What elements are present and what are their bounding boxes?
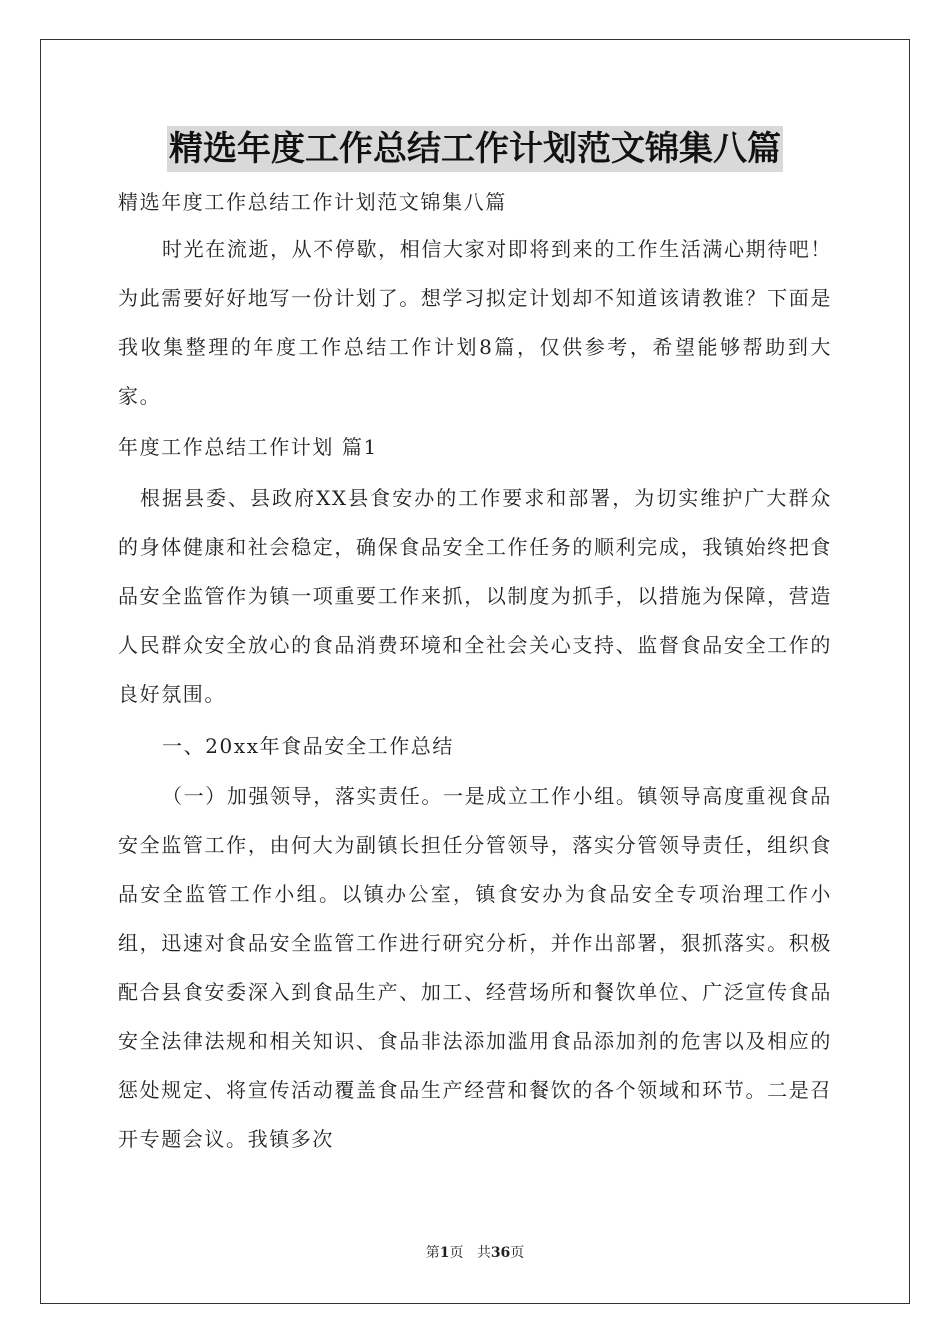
sub-heading: 一、20xx年食品安全工作总结 [162, 734, 455, 758]
page-footer [0, 1242, 950, 1262]
page-suffix: 页 [449, 1245, 464, 1261]
document-subtitle: 精选年度工作总结工作计划范文锦集八篇 [118, 190, 507, 214]
intro-paragraph: 时光在流逝，从不停歇，相信大家对即将到来的工作生活满心期待吧！为此需要好好地写一份计划了。想学习拟定计划却不知道该请教谁？下面是我收集整理的年度工作总结工作计划8篇，仅供参考，希望能够帮助到大家。 [118, 237, 832, 408]
total-prefix: 共 [476, 1245, 491, 1261]
title-container [0, 126, 950, 172]
page-current: 1 [439, 1245, 450, 1261]
detail-paragraph: （一）加强领导，落实责任。一是成立工作小组。镇领导高度重视食品安全监管工作，由何大为副镇长担任分管领导，落实分管领导责任，组织食品安全监管工作小组。以镇办公室，镇食安办为食品安全专项治理工作小组，迅速对食品安全监管工作进行研究分析，并作出部署，狠抓落实。积极配合县食安委深入到食品生产、加工、经营场所和餐饮单位、广泛宣传食品安全法律法规和相关知识、食品非法添加滥用食品添加剂的危害以及相应的惩处规定、将宣传活动覆盖食品生产经营和餐饮的各个领域和环节。二是召开专题会议。我镇多次 [118, 784, 832, 1151]
total-suffix: 页 [510, 1245, 525, 1261]
page-total: 36 [490, 1245, 511, 1261]
page-prefix: 第 [425, 1245, 440, 1261]
document-title: 精选年度工作总结工作计划范文锦集八篇 [167, 126, 783, 172]
section-paragraph: 根据县委、县政府XX县食安办的工作要求和部署，为切实维护广大群众的身体健康和社会稳定，确保食品安全工作任务的顺利完成，我镇始终把食品安全监管作为镇一项重要工作来抓，以制度为抓手，以措施为保障，营造人民群众安全放心的食品消费环境和全社会关心支持、监督食品安全工作的良好氛围。 [118, 486, 832, 706]
section-heading: 年度工作总结工作计划 篇1 [118, 435, 378, 459]
